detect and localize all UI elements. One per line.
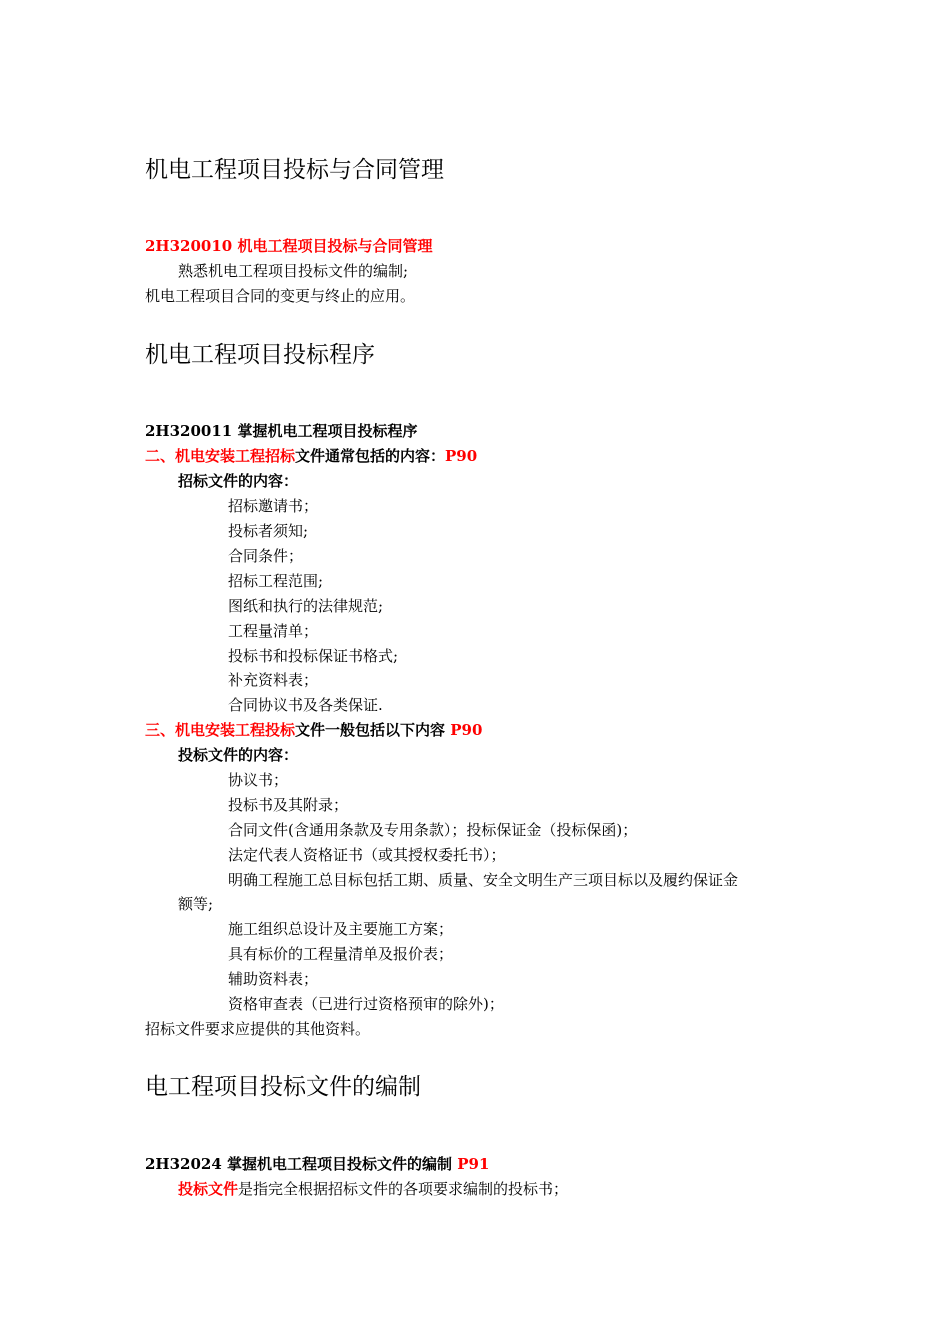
page-ref: P90 bbox=[445, 447, 478, 465]
page-ref: P90 bbox=[450, 721, 483, 739]
highlight-term: 投标文件 bbox=[178, 1180, 239, 1198]
list-item: 投标书及其附录； bbox=[228, 796, 349, 814]
list-item: 招标邀请书； bbox=[228, 497, 319, 515]
list-item: 合同协议书及各类保证. bbox=[228, 696, 383, 714]
section-code-title: 2H320010 机电工程项目投标与合同管理 bbox=[145, 237, 433, 255]
heading-bid-contract-management: 机电工程项目投标与合同管理 bbox=[145, 157, 444, 183]
list-item: 明确工程施工总目标包括工期、质量、安全文明生产三项目标以及履约保证金 bbox=[228, 871, 739, 889]
paragraph-line: 机电工程项目合同的变更与终止的应用。 bbox=[145, 287, 416, 305]
item-prefix: 三、机电安装工程投标 bbox=[145, 721, 296, 739]
list-item: 具有标价的工程量清单及报价表； bbox=[228, 945, 454, 963]
list-item: 施工组织总设计及主要施工方案； bbox=[228, 920, 454, 938]
list-item: 辅助资料表； bbox=[228, 970, 319, 988]
code-title-text: 2H32024 掌握机电工程项目投标文件的编制 bbox=[145, 1155, 453, 1173]
list-item: 合同条件； bbox=[228, 547, 304, 565]
page-ref: P91 bbox=[457, 1155, 490, 1173]
definition-line bbox=[178, 1179, 568, 1199]
item-heading-tender-docs bbox=[145, 446, 477, 466]
item-middle: 文件通常包括的内容： bbox=[295, 447, 446, 465]
item-prefix: 二、机电安装工程招标 bbox=[145, 447, 296, 465]
heading-bidding-procedure: 机电工程项目投标程序 bbox=[145, 342, 375, 368]
list-item: 投标者须知; bbox=[228, 522, 309, 540]
heading-bid-document-preparation: 电工程项目投标文件的编制 bbox=[145, 1074, 421, 1100]
list-item: 资格审查表（已进行过资格预审的除外)； bbox=[228, 995, 504, 1013]
paragraph-line: 招标文件要求应提供的其他资料。 bbox=[145, 1020, 371, 1038]
sub-heading: 招标文件的内容： bbox=[178, 472, 299, 490]
definition-text: 是指完全根据招标文件的各项要求编制的投标书； bbox=[238, 1180, 569, 1198]
list-item: 投标书和投标保证书格式; bbox=[228, 647, 399, 665]
section-code-title bbox=[145, 1154, 489, 1174]
section-code-title: 2H320011 掌握机电工程项目投标程序 bbox=[145, 422, 418, 440]
item-heading-bid-docs bbox=[145, 720, 482, 740]
sub-heading: 投标文件的内容： bbox=[178, 746, 299, 764]
list-item: 法定代表人资格证书（或其授权委托书）； bbox=[228, 846, 506, 864]
paragraph-line: 熟悉机电工程项目投标文件的编制; bbox=[178, 262, 409, 280]
list-item: 补充资料表； bbox=[228, 671, 319, 689]
list-item: 工程量清单； bbox=[228, 622, 319, 640]
list-item: 图纸和执行的法律规范; bbox=[228, 597, 384, 615]
list-item: 招标工程范围; bbox=[228, 572, 324, 590]
list-item: 合同文件(含通用条款及专用条款）；投标保证金（投标保函)； bbox=[228, 821, 638, 839]
item-middle: 文件一般包括以下内容 bbox=[295, 721, 446, 739]
list-item-wrap: 额等; bbox=[178, 895, 214, 913]
list-item: 协议书； bbox=[228, 771, 289, 789]
